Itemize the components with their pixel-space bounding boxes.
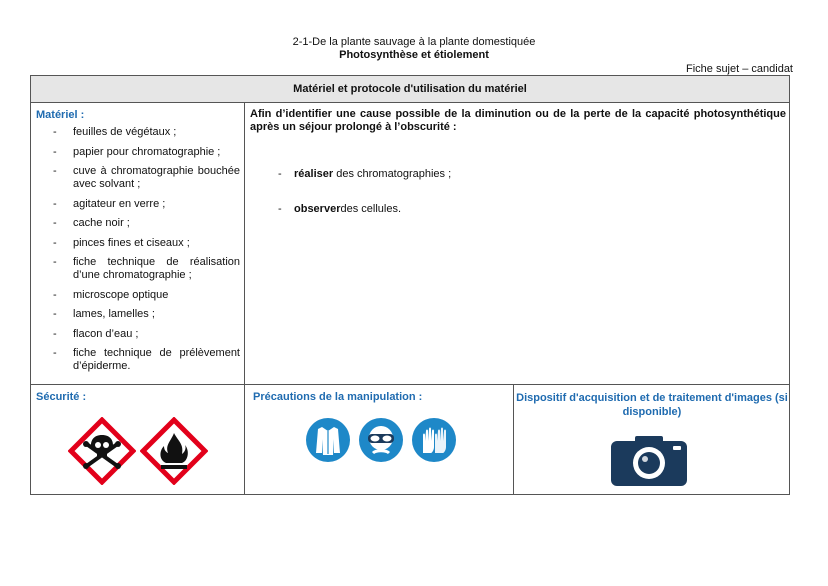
lab-coat-icon — [305, 417, 351, 463]
materiel-list — [36, 126, 240, 380]
protocol-table — [30, 75, 790, 495]
list-item: - fiche technique de réalisation d’une chromatographie ; — [36, 256, 240, 282]
column-divider — [244, 103, 245, 494]
skull-crossbones-icon — [68, 417, 136, 485]
list-item: - agitateur en verre ; — [36, 198, 240, 211]
list-item: - papier pour chromatographie ; — [36, 146, 240, 159]
subject-title: Photosynthèse et étiolement — [339, 49, 489, 61]
action-item — [278, 203, 451, 216]
course-title: 2-1-De la plante sauvage à la plante domestiquée — [292, 36, 536, 48]
list-item: - feuilles de végétaux ; — [36, 126, 240, 139]
table-header: Matériel et protocole d'utilisation du matériel — [31, 76, 789, 103]
list-item: - pinces fines et ciseaux ; — [36, 237, 240, 250]
list-item: - lames, lamelles ; — [36, 308, 240, 321]
gloves-icon — [411, 417, 457, 463]
list-item: - microscope optique — [36, 289, 240, 302]
list-item: - fiche technique de prélèvement d’épiderme. — [36, 347, 240, 373]
action-list — [278, 168, 451, 238]
list-item: - cache noir ; — [36, 217, 240, 230]
action-rest: des chromatographies ; — [333, 168, 452, 180]
securite-heading: Sécurité : — [36, 391, 87, 403]
dispositif-heading: Dispositif d'acquisition et de traitement d'images (si disponible) — [516, 392, 788, 418]
list-item: - cuve à chromatographie bouchée avec solvant ; — [36, 165, 240, 191]
precautions-heading: Précautions de la manipulation : — [253, 391, 423, 403]
list-item: - flacon d’eau ; — [36, 328, 240, 341]
goggles-icon — [358, 417, 404, 463]
row-divider — [31, 384, 789, 385]
protocol-intro: Afin d’identifier une cause possible de la diminution ou de la perte de la capacité photosynthétique après un séjour prolongé à l’obscurité : — [250, 108, 786, 133]
action-verb: réaliser — [294, 168, 334, 180]
sheet-label: Fiche sujet – candidat — [685, 63, 793, 75]
action-item — [278, 168, 451, 181]
camera-icon — [611, 436, 687, 486]
flame-icon — [140, 417, 208, 485]
action-rest: des cellules. — [340, 203, 402, 215]
materiel-heading: Matériel : — [36, 109, 85, 121]
action-verb: observer — [294, 203, 341, 215]
